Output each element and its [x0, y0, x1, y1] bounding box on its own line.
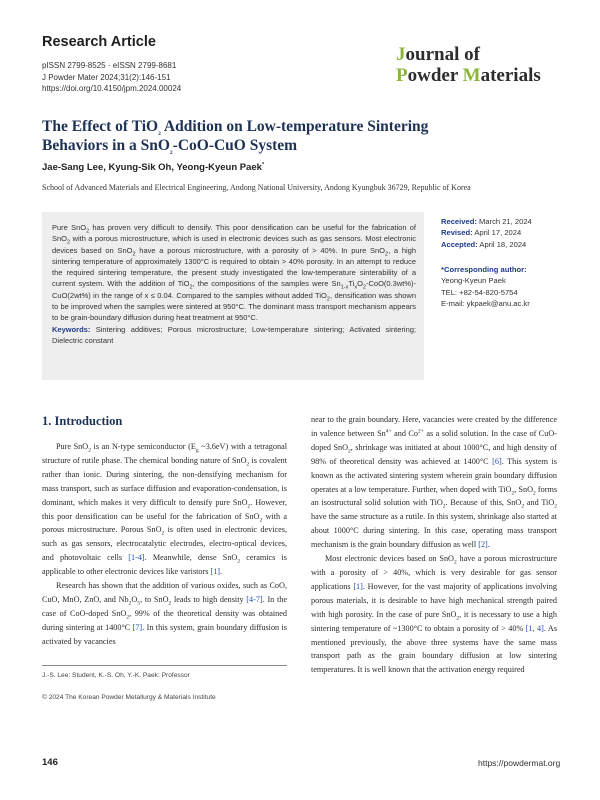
authors: Jae-Sang Lee, Kyung-Sik Oh, Yeong-Kyeun Paek*	[42, 161, 265, 173]
issn: pISSN 2799-8525 · eISSN 2799-8681	[42, 61, 177, 70]
doi-link[interactable]: https://doi.org/10.4150/jpm.2024.00024	[42, 84, 182, 93]
journal-logo: Journal of Powder Materials	[396, 44, 541, 86]
citation-link[interactable]: [1, 4]	[525, 623, 544, 633]
article-meta	[42, 60, 181, 95]
citation-link[interactable]: [1]	[210, 567, 221, 577]
article-type: Research Article	[42, 34, 156, 50]
footnote-divider	[42, 665, 287, 666]
affiliation: School of Advanced Materials and Electrical Engineering, Andong National University, Andong Kyungbuk 36729, Republic of Korea	[42, 183, 471, 192]
citation-link[interactable]: [4-7]	[246, 594, 263, 604]
section-heading-introduction: 1. Introduction	[42, 414, 123, 428]
paragraph: Research has shown that the addition of various oxides, such as CoO, CuO, MnO, ZnO, and $Nb_2O_5$, to SnO$_2$ leads to high density [4-7]. In the case of CoO-doped SnO$_2$, 99% of the theoretical density was obtained during sintering at 1400°C [7]. In this system, grain boundary diffusion is activated by vacancies	[42, 581, 287, 646]
paragraph: Pure SnO$_2$ is an N-type semiconductor ($E_g$ ~3.6eV) with a tetragonal structure of rutile phase. The chemical bonding nature of SnO$_2$ is covalent rather than ionic. During sintering, the non-densifying mechanism for mass transport, such as surface diffusion and evaporation-condensation, is dominant, which makes it very difficult to densify pure SnO$_2$. However, this poor densification can be useful for the fabrication of SnO$_2$ with a porous microstructure. Porous SnO$_2$ is often used in electronic devices, such as gas sensors, electrocatalytic electrodes, electro-optical devices, and photovoltaic cells [1-4]. Meanwhile, dense SnO$_2$ ceramics is applicable to other electronic devices like varistors [1].	[42, 442, 287, 577]
body-column-left	[42, 440, 287, 649]
keywords: Keywords: Sintering additives; Porous microstructure; Low-temperature sintering; Activated sintering; Dielectric constant	[52, 324, 416, 345]
citation-link[interactable]: [7]	[132, 622, 143, 632]
citation-link[interactable]: [6]	[492, 456, 502, 466]
paragraph: Most electronic devices based on SnO$_2$ have a porous microstructure with a porosity of > 40%, which is very desirable for gas sensor applications [1]. However, for the vast majority of applications involving porous materials, it is desirable to have high mechanical strength paired with high porosity. In the case of pure SnO$_2$, it is necessary to use a high sintering temperature of ~1300°C to obtain a porosity of > 40% [1, 4]. As mentioned previously, the above three systems have the same mass transport path as the grain boundary diffusion at low sintering temperatures. It is well known that the activation energy required	[311, 554, 558, 675]
journal-website-link[interactable]: https://powdermat.org	[478, 758, 561, 768]
copyright-notice: © 2024 The Korean Powder Metallurgy & Materials Institute	[42, 694, 216, 701]
paragraph: near to the grain boundary. Here, vacancies were created by the difference in valence between $Sn^{4+}$ and $Co^{2+}$ as a solid solution. In the case of CuO-doped SnO$_2$, shrinkage was initiated at about 1000°C, and high density of 98% of theoretical density was achieved at 1400°C [6]. This system is known as the activated sintering system wherein grain boundary diffusion operates at a low temperature. Further, when doped with TiO$_2$, SnO$_2$ forms an isostructural solid solution with TiO$_2$. Because of this, SnO$_2$ and TiO$_2$ have the same structure as a rutile. In this system, shrinkage also started at about 1000°C during sintering. In this case, operating mass transport mechanism is the grain boundary diffusion as well [2].	[311, 415, 558, 550]
article-dates: Received: March 21, 2024 Revised: April 17, 2024 Accepted: April 18, 2024	[441, 217, 532, 249]
author-footnote: J.-S. Lee: Student, K.-S. Oh, Y.-K. Paek: Professor	[42, 672, 190, 679]
article-title: The Effect of TiO$_2$ Addition on Low-temperature Sintering Behaviors in a SnO$_2$-CoO-CuO System	[42, 118, 429, 157]
author-email[interactable]: E-mail: ykpaek@anu.ac.kr	[441, 298, 530, 308]
citation-link[interactable]: [2]	[478, 540, 488, 550]
citation-link[interactable]: [1-4]	[128, 553, 145, 563]
citation-link[interactable]: [1]	[353, 581, 363, 591]
abstract-text: Pure SnO$_2$ has proven very difficult to densify. This poor densification can be useful for the fabrication of SnO$_2$ with a porous microstructure, which is used in electronic devices such as gas sensors. Most electronic devices based on SnO$_2$ have a porous microstructure, with a porosity of > 40%. In pure SnO$_2$, a high sintering temperature of approximately 1300°C is required to obtain > 40% porosity. In an attempt to reduce the required sintering temperature, the present study investigated the low-temperature sinterability of a current system. With the addition of TiO$_2$, the compositions of the samples were $Sn_{1-x}Ti_xO_2-CoO(0.3wt\%)-CuO(2wt\%)$ in the range of x ≤ 0.04. Compared to the samples without added TiO$_2$, densification was shown to be improved when the samples were sintered at 950°C. The dominant mass transport mechanism appears to be grain-boundary diffusion during heat treatment at 950°C.	[52, 223, 417, 323]
citation: J Powder Mater 2024;31(2):146-151	[42, 72, 171, 82]
corresponding-author: *Corresponding author: Yeong-Kyeun Paek TEL: +82-54-820-5754 E-mail: ykpaek@anu.ac.kr	[441, 265, 530, 308]
body-column-right	[311, 413, 557, 677]
abstract-box	[42, 212, 424, 380]
page-number: 146	[42, 757, 58, 768]
